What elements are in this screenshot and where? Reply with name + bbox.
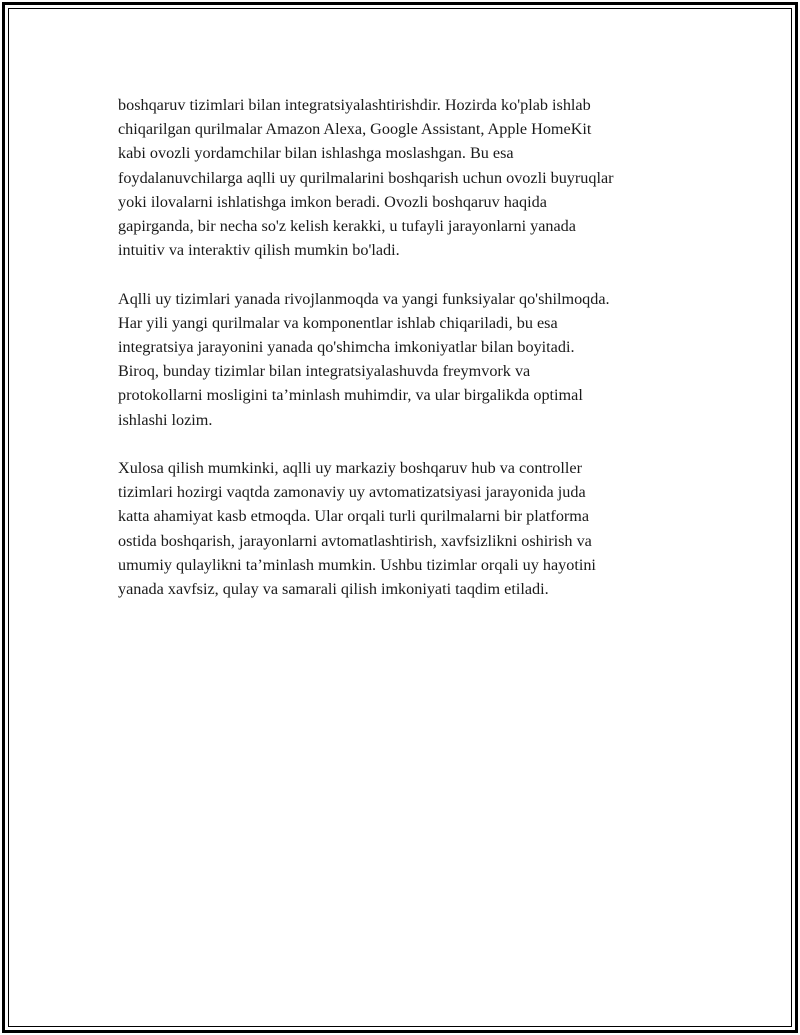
text-line: yanada xavfsiz, qulay va samarali qilish imkoniyati taqdim etiladi. xyxy=(118,580,549,599)
text-line: katta ahamiyat kasb etmoqda. Ular orqali turli qurilmalarni bir platforma xyxy=(118,507,590,526)
text-line: Har yili yangi qurilmalar va komponentlar ishlab chiqariladi, bu esa xyxy=(118,313,558,332)
text-line: Aqlli uy tizimlari yanada rivojlanmoqda va yangi funksiyalar qo'shilmoqda. xyxy=(118,289,610,308)
text-line: kabi ovozli yordamchilar bilan ishlashga moslashgan. Bu esa xyxy=(118,144,514,163)
text-line: protokollarni mosligini ta’minlash muhimdir, va ular birgalikda optimal xyxy=(118,386,583,405)
text-line: chiqarilgan qurilmalar Amazon Alexa, Google Assistant, Apple HomeKit xyxy=(118,120,592,139)
document-body xyxy=(118,93,693,625)
text-line: Xulosa qilish mumkinki, aqlli uy markaziy boshqaruv hub va controller xyxy=(118,459,582,478)
text-line: yoki ilovalarni ishlatishga imkon beradi. Ovozli boshqaruv haqida xyxy=(118,192,547,211)
text-line: ostida boshqarish, jarayonlarni avtomatlashtirish, xavfsizlikni oshirish va xyxy=(118,531,592,550)
text-line: ishlashi lozim. xyxy=(118,410,213,429)
paragraph xyxy=(118,93,693,262)
text-line: boshqaruv tizimlari bilan integratsiyalashtirishdir. Hozirda ko'plab ishlab xyxy=(118,96,591,114)
paragraph xyxy=(118,287,693,432)
text-line: integratsiya jarayonini yanada qo'shimcha imkoniyatlar bilan boyitadi. xyxy=(118,338,575,357)
text-line: umumiy qulaylikni ta’minlash mumkin. Ushbu tizimlar orqali uy hayotini xyxy=(118,555,596,574)
text-line: Biroq, bunday tizimlar bilan integratsiyalashuvda freymvork va xyxy=(118,362,531,381)
text-line: foydalanuvchilarga aqlli uy qurilmalarini boshqarish uchun ovozli buyruqlar xyxy=(118,168,614,187)
paragraph xyxy=(118,456,693,601)
text-line: tizimlari hozirgi vaqtda zamonaviy uy avtomatizatsiyasi jarayonida juda xyxy=(118,483,586,502)
text-line: intuitiv va interaktiv qilish mumkin bo'ladi. xyxy=(118,241,400,260)
text-line: gapirganda, bir necha so'z kelish kerakki, u tufayli jarayonlarni yanada xyxy=(118,217,576,236)
